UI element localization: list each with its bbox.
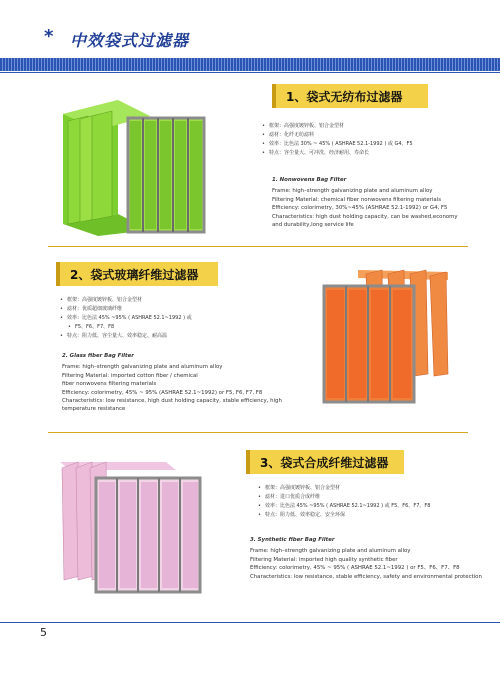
bullet: • 滤材：进口优质合成纤维 bbox=[258, 493, 430, 502]
en-line: Frame: high–strength galvanizing plate and aluminum alloy bbox=[250, 548, 411, 555]
bullet-continuation: • F5、F6、F7、F8 bbox=[60, 323, 192, 332]
en-line: and durability,long service life bbox=[272, 222, 354, 229]
header-stripe bbox=[0, 58, 500, 71]
section-2-title: 2、袋式玻璃纤维过滤器 bbox=[56, 262, 218, 286]
section-2-en-title: 2. Glass fiber Bag Filter bbox=[62, 353, 134, 359]
bullet: • 效率：比色法 30% ~ 45% ( ASHRAE 52.1-1992 ) 或 G4、F5 bbox=[262, 140, 413, 149]
en-line: Characteristics: low resistance, high dust holding capacity, stable efficiency, high bbox=[62, 398, 282, 405]
section-1-en-title: 1. Nonwovens Bag Filter bbox=[272, 177, 347, 183]
section-divider bbox=[48, 432, 468, 433]
bullet: • 效率：比色法 45% ~95% ( ASHRAE 52.1~1992 ) 或 bbox=[60, 314, 192, 323]
bullet: • 特点：阻力低、效率稳定、安全环保 bbox=[258, 511, 430, 520]
en-line: Filtering Material: imported cotton fiber / chemical bbox=[62, 372, 198, 379]
section-1-bullets bbox=[262, 122, 413, 158]
bullet: • 滤材：化纤无纺滤料 bbox=[262, 131, 413, 140]
bullet: • 框架：高强度镀锌板、铝合金型材 bbox=[60, 296, 192, 305]
section-3-english bbox=[250, 536, 482, 581]
en-line: temperature resistance bbox=[62, 406, 126, 413]
section-3-bullets bbox=[258, 484, 430, 520]
bullet: • 特点：容尘量大、可冲洗、经济耐用、寿命长 bbox=[262, 149, 413, 158]
bullet: • 框架：高强度镀锌板、铝合金型材 bbox=[258, 484, 430, 493]
green-bag-filter-image bbox=[58, 96, 208, 236]
en-line: Characteristics: high dust holding capacity, can be washed,economy bbox=[272, 213, 458, 220]
header-rule bbox=[0, 72, 500, 73]
header-star: * bbox=[44, 26, 54, 47]
page-title: 中效袋式过滤器 bbox=[70, 31, 190, 50]
pink-bag-filter-image bbox=[56, 448, 206, 598]
page-number: 5 bbox=[40, 626, 47, 639]
bullet: • 滤材：优质超细玻璃纤维 bbox=[60, 305, 192, 314]
en-line: Frame: high–strength galvanizing plate and aluminum alloy bbox=[272, 188, 433, 195]
section-divider bbox=[48, 246, 468, 247]
section-1-english bbox=[272, 176, 458, 229]
en-line: fiber nonwovens filtering materials bbox=[62, 381, 157, 388]
en-line: Filtering Material: imported high quality synthetic fiber bbox=[250, 556, 398, 563]
en-line: Characteristics: low resistance, stable efficiency, safety and environmental protection bbox=[250, 573, 482, 580]
bullet: • 效率：比色法 45% ~95% ( ASHRAE 52.1~1992 ) 或 F5、F6、F7、F8 bbox=[258, 502, 430, 511]
en-line: Efficiency: colorimetry, 30%~45% (ASHRAE 52.1-1992) or G4, F5 bbox=[272, 205, 448, 212]
footer-rule bbox=[0, 622, 500, 623]
en-line: Frame: high–strength galvanizing plate and aluminum alloy bbox=[62, 364, 223, 371]
en-line: Efficiency: colorimetry, 45% ~ 95% (ASHRAE 52.1~1992) or F5, F6, F7, F8 bbox=[62, 389, 263, 396]
section-3-title: 3、袋式合成纤维过滤器 bbox=[246, 450, 404, 474]
en-line: Efficiency: colorimetry, 45% ~ 95% ( ASHRAE 52.1~1992 ) or F5、F6、F7、F8 bbox=[250, 565, 460, 572]
section-3-en-title: 3. Synthetic fiber Bag Filter bbox=[250, 537, 335, 543]
en-line: Filtering Material: chemical fiber nonwovens filtering materials bbox=[272, 196, 441, 203]
page-header bbox=[0, 0, 500, 62]
section-2-english bbox=[62, 352, 282, 414]
section-1-title: 1、袋式无纺布过滤器 bbox=[272, 84, 428, 108]
bullet: • 特点：阻力低、容尘量大、效率稳定、耐高温 bbox=[60, 332, 192, 341]
bullet: • 框架：高强度镀锌板、铝合金型材 bbox=[262, 122, 413, 131]
section-2-bullets bbox=[60, 296, 192, 341]
orange-bag-filter-image bbox=[318, 264, 458, 414]
